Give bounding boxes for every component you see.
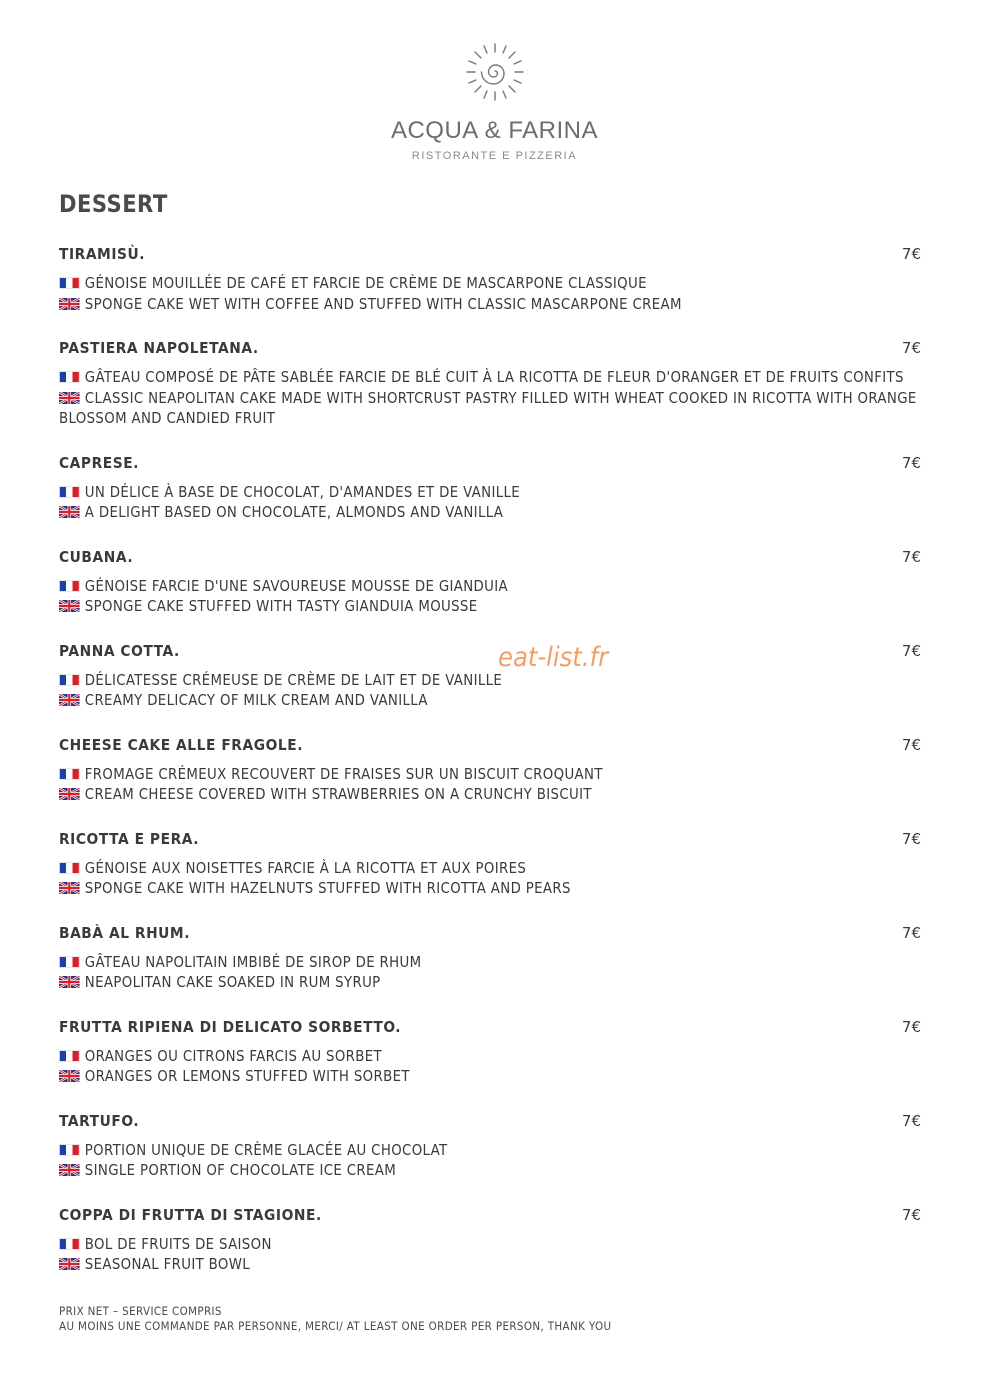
item-name: RICOTTA E PERA. <box>59 829 200 848</box>
menu-item <box>59 452 929 523</box>
french-flag-icon <box>59 956 80 968</box>
uk-flag-icon <box>59 298 80 310</box>
item-price: 7€ <box>901 923 921 942</box>
item-name: BABÀ AL RHUM. <box>59 923 191 942</box>
item-price: 7€ <box>901 245 921 263</box>
french-flag-icon <box>59 277 80 289</box>
item-price: 7€ <box>901 829 921 848</box>
item-description-en <box>59 878 928 899</box>
item-name: CUBANA. <box>59 547 134 566</box>
footer-line-2: AU MOINS UNE COMMANDE PAR PERSONNE, MERCI/ AT LEAST ONE ORDER PER PERSON, THANK YOU <box>59 1319 612 1333</box>
uk-flag-icon <box>59 392 80 404</box>
brand-name: ACQUA & FARINA <box>390 117 599 144</box>
description-fr-text: GÉNOISE MOUILLÉE DE CAFÉ ET FARCIE DE CRÈME DE MASCARPONE CLASSIQUE <box>84 274 647 292</box>
menu-item <box>59 1110 929 1181</box>
uk-flag-icon <box>59 694 80 706</box>
item-price: 7€ <box>901 547 921 566</box>
item-description-en <box>59 784 928 805</box>
description-en-text: SPONGE CAKE STUFFED WITH TASTY GIANDUIA MOUSSE <box>84 597 478 615</box>
description-fr-text: DÉLICATESSE CRÉMEUSE DE CRÈME DE LAIT ET DE VANILLE <box>84 670 503 689</box>
french-flag-icon <box>59 580 80 592</box>
item-name: PANNA COTTA. <box>59 641 180 660</box>
description-fr-text: GÉNOISE AUX NOISETTES FARCIE À LA RICOTTA ET AUX POIRES <box>84 858 527 877</box>
item-price: 7€ <box>901 339 921 357</box>
menu-item <box>59 734 929 805</box>
description-en-text: A DELIGHT BASED ON CHOCOLATE, ALMONDS AND VANILLA <box>84 503 504 521</box>
french-flag-icon <box>59 1050 80 1062</box>
description-fr-text: GÂTEAU NAPOLITAIN IMBIBÉ DE SIROP DE RHUM <box>84 952 422 971</box>
item-description-fr <box>59 952 928 973</box>
french-flag-icon <box>59 1144 80 1156</box>
item-name: TIRAMISÙ. <box>59 245 146 263</box>
menu-item <box>59 640 929 711</box>
footer-line-1: PRIX NET – SERVICE COMPRIS <box>59 1304 222 1318</box>
item-name: PASTIERA NAPOLETANA. <box>59 339 259 357</box>
description-fr-text: FROMAGE CRÉMEUX RECOUVERT DE FRAISES SUR UN BISCUIT CROQUANT <box>84 764 603 783</box>
description-fr-text: BOL DE FRUITS DE SAISON <box>84 1234 272 1253</box>
item-description-en <box>59 388 928 429</box>
item-description-fr <box>59 1046 928 1067</box>
item-name: CHEESE CAKE ALLE FRAGOLE. <box>59 735 303 754</box>
item-description-en <box>59 972 928 993</box>
footer-note <box>59 1304 611 1334</box>
item-description-fr <box>59 670 928 691</box>
item-description-fr <box>59 576 928 597</box>
french-flag-icon <box>59 674 80 686</box>
item-description-fr <box>59 367 928 388</box>
description-en-text: CLASSIC NEAPOLITAN CAKE MADE WITH SHORTCRUST PASTRY FILLED WITH WHEAT COOKED IN RICOTTA WITH ORANGE BLOSSOM AND CANDIED FRUIT <box>59 388 917 427</box>
sun-spiral-icon <box>463 40 527 104</box>
french-flag-icon <box>59 768 80 780</box>
french-flag-icon <box>59 486 80 498</box>
uk-flag-icon <box>59 1070 80 1082</box>
item-description-en <box>59 294 928 315</box>
uk-flag-icon <box>59 788 80 800</box>
item-description-fr <box>59 1140 928 1161</box>
french-flag-icon <box>59 1238 80 1250</box>
item-description-en <box>59 690 928 711</box>
description-fr-text: GÂTEAU COMPOSÉ DE PÂTE SABLÉE FARCIE DE BLÉ CUIT À LA RICOTTA DE FLEUR D'ORANGER ET DE FRUITS CONFITS <box>84 368 904 386</box>
item-price: 7€ <box>901 1017 921 1036</box>
watermark: eat-list.fr <box>498 642 609 673</box>
uk-flag-icon <box>59 506 80 518</box>
item-name: TARTUFO. <box>59 1111 140 1130</box>
menu-item <box>59 1016 929 1087</box>
description-en-text: SEASONAL FRUIT BOWL <box>84 1255 251 1273</box>
brand-subtitle: RISTORANTE E PIZZERIA <box>411 150 578 162</box>
item-description-en <box>59 1066 928 1087</box>
menu-list <box>59 243 929 1298</box>
item-price: 7€ <box>901 1205 921 1224</box>
item-description-en <box>59 1160 928 1181</box>
item-description-en <box>59 502 928 523</box>
item-price: 7€ <box>901 453 921 472</box>
item-description-en <box>59 596 928 617</box>
item-description-fr <box>59 273 928 294</box>
description-fr-text: PORTION UNIQUE DE CRÈME GLACÉE AU CHOCOLAT <box>84 1140 448 1159</box>
item-price: 7€ <box>901 735 921 754</box>
uk-flag-icon <box>59 600 80 612</box>
uk-flag-icon <box>59 976 80 988</box>
description-fr-text: UN DÉLICE À BASE DE CHOCOLAT, D'AMANDES ET DE VANILLE <box>84 482 521 501</box>
menu-item <box>59 828 929 899</box>
uk-flag-icon <box>59 1258 80 1270</box>
section-title: DESSERT <box>59 190 168 218</box>
menu-item <box>59 1204 929 1275</box>
brand-logo <box>0 40 989 162</box>
item-description-fr <box>59 764 928 785</box>
uk-flag-icon <box>59 882 80 894</box>
menu-item <box>59 243 929 314</box>
item-description-en <box>59 1254 928 1275</box>
description-en-text: CREAM CHEESE COVERED WITH STRAWBERRIES ON A CRUNCHY BISCUIT <box>84 785 592 803</box>
item-name: CAPRESE. <box>59 453 140 472</box>
item-name: FRUTTA RIPIENA DI DELICATO SORBETTO. <box>59 1017 402 1036</box>
menu-item <box>59 337 929 429</box>
french-flag-icon <box>59 862 80 874</box>
description-en-text: SPONGE CAKE WET WITH COFFEE AND STUFFED WITH CLASSIC MASCARPONE CREAM <box>84 294 682 313</box>
description-en-text: CREAMY DELICACY OF MILK CREAM AND VANILLA <box>84 691 428 709</box>
description-en-text: SINGLE PORTION OF CHOCOLATE ICE CREAM <box>84 1161 397 1179</box>
item-name: COPPA DI FRUTTA DI STAGIONE. <box>59 1205 322 1224</box>
uk-flag-icon <box>59 1164 80 1176</box>
item-description-fr <box>59 858 928 879</box>
description-en-text: NEAPOLITAN CAKE SOAKED IN RUM SYRUP <box>84 973 381 991</box>
menu-item <box>59 546 929 617</box>
description-en-text: ORANGES OR LEMONS STUFFED WITH SORBET <box>84 1067 410 1085</box>
description-en-text: SPONGE CAKE WITH HAZELNUTS STUFFED WITH RICOTTA AND PEARS <box>84 879 571 897</box>
menu-item <box>59 922 929 993</box>
french-flag-icon <box>59 371 80 383</box>
description-fr-text: ORANGES OU CITRONS FARCIS AU SORBET <box>84 1046 383 1065</box>
item-description-fr <box>59 1234 928 1255</box>
description-fr-text: GÉNOISE FARCIE D'UNE SAVOUREUSE MOUSSE DE GIANDUIA <box>84 576 509 595</box>
item-description-fr <box>59 482 928 503</box>
item-price: 7€ <box>901 1111 921 1130</box>
item-price: 7€ <box>901 641 921 660</box>
